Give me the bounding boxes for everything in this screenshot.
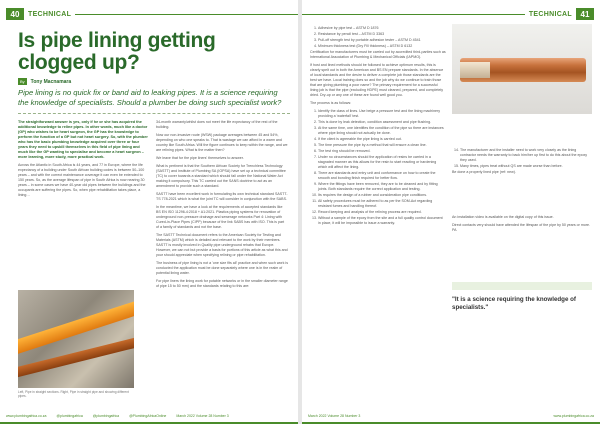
- list-item: 6. The test ring should be removed.: [318, 149, 446, 154]
- body-paragraph: SASTT have been excellent work in formulating its own technical standard SASTT-TS 778-2021 which is what the joint TC will consider in conjunction with the SABS.: [156, 192, 288, 201]
- list-item: 5. The time pressure the pipe by a method that will ensure a clean line.: [318, 143, 446, 148]
- process-list-continued: [452, 148, 592, 169]
- pull-quote-rule: [452, 282, 592, 290]
- footer-social-link[interactable]: @PlumbingAfricaOnline: [129, 414, 167, 418]
- right-page: [302, 0, 600, 424]
- right-header: [302, 8, 594, 20]
- body-paragraph: The SASTT Technical document refers to the American Society for Testing and Materials (ASTM) which is detailed and relevant to the work by their members. SASTT is mostly involved in Quality pipe underground rehabs that Europe. However, we can not but provide a basis for portions of this article as what this and your should appreciate when specifying relining or pipe rehabilitation.: [156, 233, 288, 257]
- body-paragraph: An installation video is available on the digital copy of this issue.: [452, 215, 554, 219]
- footer-issue: March 2022 Volume 28 Number 3: [176, 414, 229, 418]
- list-item: 1. Adhesive by pipe test – ASTM D 1876: [318, 26, 446, 31]
- footer-website-link[interactable]: www.plumbingafrica.co.za: [6, 414, 47, 418]
- footer-website-link[interactable]: www.plumbingafrica.co.za: [553, 414, 594, 418]
- right-footer: [308, 412, 594, 420]
- article-title: Is pipe lining getting clogged up?: [18, 29, 216, 74]
- standards-list: [310, 26, 446, 49]
- pull-quote: "It is a science requiring the knowledge of specialists.": [452, 296, 576, 311]
- body-paragraph: For pipe liners the lining work for potable networks or in the smaller diameter range of pipe 15 to 50 mm) and the standards relating to this are:: [156, 279, 288, 288]
- footer-social-link[interactable]: @plumbingafrica: [92, 414, 120, 418]
- body-paragraph: The process is as follows:: [310, 101, 352, 105]
- list-item: 7. Under no circumstances should the application of resins be carried in a stagnated manner as this allows for the resin to start reacting or hardening which will affect the lining.: [318, 155, 446, 170]
- list-item: 3. At the same time, one identifies the condition of the pipe so there are instances where pipe lining should not actually be done.: [318, 126, 446, 136]
- column-2: [156, 120, 288, 292]
- list-item: 2. This is done by leak detection, condition assessment and pipe flushing.: [318, 120, 446, 125]
- left-page: [0, 0, 298, 424]
- page-number: 41: [576, 8, 594, 20]
- list-item: 9. Where the fittings have been removed, they are to be cleaned and by fitting joints. Both standards require the correct application and testing.: [318, 182, 446, 192]
- body-paragraph: Be done a properly lined pipe (ref: new).: [452, 170, 516, 174]
- column-3: [310, 26, 446, 227]
- list-item: 11. All safety procedures must be adhered to as per the SOM-Act regarding resistant fumes and handling thereof.: [318, 199, 446, 209]
- process-list: [310, 109, 446, 226]
- column-1: [18, 120, 148, 201]
- list-item: 1. Identify the class of lines. Use beige a pressure test and the lining machinery providing a 'waterfall' test.: [318, 109, 446, 119]
- body-paragraph: If host and lined methods should be followed to achieve optimum results, this is clearly spelt out in both the American and BS EN prepare standards. In the absence of local standards and the desire to deliver a complete job those standards are the best we have. Local training does so and the job why do we continue to train those that are giving plumbing a poor name? The primary requirement for a successful lining job is that the pipe (excluding HDPE) must cleaned, prepared, and completely dried. Dry-up or any one of these are found well good you.: [310, 63, 444, 97]
- list-item: 8. There are standards and entry unit and conformance on how to create the smooth and bonding finish required for better flow.: [318, 171, 446, 181]
- page-number: 40: [6, 8, 24, 20]
- header-rule: [75, 14, 298, 15]
- list-item: 10. Its requires the design of a rubber and consideration pipe conditions.: [318, 193, 446, 198]
- section-label: TECHNICAL: [28, 10, 72, 18]
- list-item: 2. Resistance by pencil test – ASTM D 3363: [318, 32, 446, 37]
- article-lead: Pipe lining is no quick fix or band aid to leaking pipes. It is a science requiring the knowledge of specialists. Should a plumber be doing such specialist work?: [18, 88, 282, 107]
- body-paragraph: Across the Atlantic in South Africa is 44 years, and 77 in Europe, where the life expectancy of a building under South African building codes is between 50–100 years – and with the correct maintenance coverage it can even be extended to 150 years. So, as the average lifespan of pipe in South Africa is now nearing 30 years – in some cases we have 40-year old pipes between the buildings and the occupants are suffering the pipes. So, when pipe rehabilitation takes place, a lining…: [18, 163, 146, 197]
- divider: [18, 113, 290, 114]
- header-rule: [302, 14, 525, 15]
- left-header: [6, 8, 298, 20]
- body-paragraph: Direct contacts very should have attended the lifespan of the pipe by 50 years or more. PA: [452, 223, 591, 232]
- list-item: 4. Minimum thickness test (Dry Fill thickness) – ASTM D 6132: [318, 44, 446, 49]
- body-paragraph: 34-month warranty/whilst does not meet the life expectancy of the rest of the building.: [156, 120, 278, 129]
- body-paragraph: Certification for manufacturers must be carried out by accredited third-parties such as International Association of Plumbing & Mechanical Officials (IAPMO).: [310, 50, 446, 59]
- section-label: TECHNICAL: [528, 10, 572, 18]
- body-paragraph: Now our non-invasive route (WSW) package averages between 45 and 54%, depending on who one speaks to. That is wastage we can afford in a warm and country like South Africa. Will the figure continues to keep within the range, and we are relining pipes. What is the matter then?: [156, 133, 288, 152]
- list-item: 4. If the client is agreeable the pipe lining is carried out.: [318, 137, 446, 142]
- list-item: 15. Many times, pipes treat without QS are made worse than before.: [460, 164, 592, 169]
- footer-issue: March 2022 Volume 28 Number 3: [308, 414, 361, 418]
- pipe-photo: [18, 290, 134, 388]
- list-item: 14. The manufacturer and the installer need to work very closely as the lining contractor needs the warranty to back him/her up first to do this about the epoxy they used.: [460, 148, 592, 163]
- copper-pipe-image: [452, 24, 592, 114]
- footer-social-link[interactable]: @plumbingafrica: [56, 414, 83, 418]
- list-item: 12. Record keeping and analysis of the relining process are required.: [318, 210, 446, 215]
- author-name: Tony Macnamara: [30, 78, 72, 85]
- left-footer: [6, 412, 292, 420]
- list-item: 3. Pull-off strength test by portable adhesion tester – ASTM D 4541: [318, 38, 446, 43]
- pipe-lining-shape: [460, 62, 490, 78]
- list-item: 13. Without a sample of the epoxy from the site and a full quality control document in place, it will be impossible to issue a warranty.: [318, 216, 446, 226]
- body-paragraph: We leave that for the pipe liners' themselves to answer.: [156, 156, 244, 160]
- intro-paragraph: The straightforward answer is yes, only if he or she has acquired the additional knowledge to reline pipes. In other words, much like a doctor (GP) who wishes to be heart surgeon, the GP has the knowledge to perform the function of a GP but not heart surgery. So, with the plumber who has the basic plumbing knowledge acquired over three or four years they need to upskill themselves in this field of pipe lining and much like the GP wanting to specialise and become a heart surgeon – more learning, more study, more practical work.: [18, 120, 148, 159]
- byline-prefix: By: [20, 79, 25, 84]
- byline: [18, 78, 71, 85]
- photo-caption: Left, Pipe in straight sections. Right, Pipe in straight pipe and showing different pipes.: [18, 390, 129, 399]
- body-paragraph: The business of pipe lining is not a 'one size fits all' practice and when such work is conducted the application must be done separately where one is in the realm of potential lining water.: [156, 261, 289, 275]
- body-paragraph: In the meantime, we have a look at the requirements of accepted standards like BS EN ISO 11296-4:2018 + A1:2021. Plastics piping systems for renovation of underground non-pressure drainage and sewerage networks Part 4: Lining with Cured-in-Place Pipes (CIPP) because of the link SABS has with ISO. This is part of a family of standards and not the base.: [156, 205, 285, 229]
- column-4: [452, 148, 592, 236]
- body-paragraph: What is pertinent is that the Southern African Society for Trenchless Technology (SASTT) and Institute of Plumbing SA (IOPSA) have set up a technical committee (TC) to cover towards a standard which should fall under the National Water Act making it compulsory. This TC carried out the SANS doctrine to act as an amendment to provide such a standard.: [156, 164, 286, 188]
